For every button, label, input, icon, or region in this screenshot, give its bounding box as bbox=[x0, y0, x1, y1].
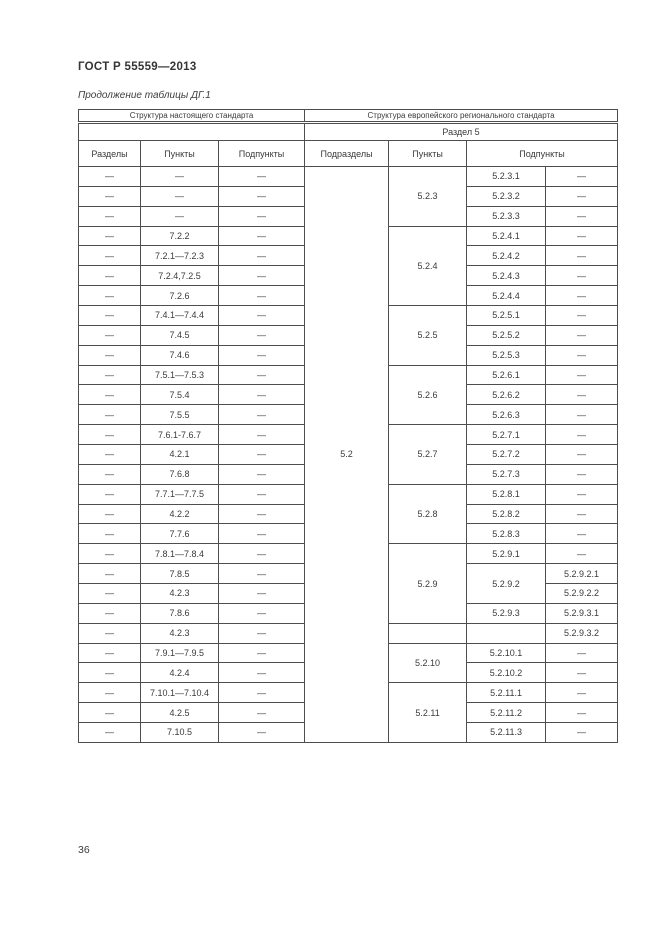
table-cell: — bbox=[79, 623, 141, 643]
table-cell: — bbox=[79, 206, 141, 226]
table-cell: 5.2.9.3 bbox=[467, 603, 546, 623]
table-cell: — bbox=[219, 226, 305, 246]
table-cell: — bbox=[79, 723, 141, 743]
table-cell: 5.2.5.1 bbox=[467, 306, 546, 326]
table-cell: — bbox=[79, 167, 141, 187]
table-cell: — bbox=[79, 405, 141, 425]
table-cell: — bbox=[219, 385, 305, 405]
table-cell: — bbox=[79, 484, 141, 504]
table-cell: — bbox=[546, 246, 618, 266]
table-cell: 5.2.7.3 bbox=[467, 464, 546, 484]
table-cell: 5.2.4 bbox=[389, 226, 467, 305]
table-cell bbox=[389, 623, 467, 643]
table-cell: 7.4.1—7.4.4 bbox=[141, 306, 219, 326]
table-cell: 5.2.11 bbox=[389, 683, 467, 743]
table-cell: — bbox=[219, 306, 305, 326]
header-row bbox=[79, 123, 618, 141]
table-cell: — bbox=[79, 643, 141, 663]
table-cell: 7.7.1—7.7.5 bbox=[141, 484, 219, 504]
table-cell: — bbox=[219, 405, 305, 425]
table-cell: 5.2.5.3 bbox=[467, 345, 546, 365]
table-cell: — bbox=[546, 663, 618, 683]
table-cell: — bbox=[79, 445, 141, 465]
table-cell: 7.7.6 bbox=[141, 524, 219, 544]
table-cell: — bbox=[546, 504, 618, 524]
table-cell: — bbox=[79, 683, 141, 703]
table-cell: — bbox=[79, 246, 141, 266]
table-cell: 5.2.9.3.1 bbox=[546, 603, 618, 623]
table-cell: 7.5.5 bbox=[141, 405, 219, 425]
table-cell: — bbox=[219, 584, 305, 604]
table-cell: 5.2.6.2 bbox=[467, 385, 546, 405]
table-cell: 7.6.1-7.6.7 bbox=[141, 425, 219, 445]
table-cell: 7.9.1—7.9.5 bbox=[141, 643, 219, 663]
table-cell: — bbox=[219, 365, 305, 385]
standard-code-title: ГОСТ Р 55559—2013 bbox=[78, 61, 197, 73]
table-cell: 5.2.11.2 bbox=[467, 703, 546, 723]
table-cell: 5.2.7.2 bbox=[467, 445, 546, 465]
table-cell: — bbox=[219, 484, 305, 504]
table-cell: 7.8.1—7.8.4 bbox=[141, 544, 219, 564]
header-cell: Подпункты bbox=[219, 141, 305, 167]
table-cell: — bbox=[219, 464, 305, 484]
table-cell: — bbox=[141, 167, 219, 187]
table-cell: 5.2.3.1 bbox=[467, 167, 546, 187]
table-cell: — bbox=[141, 186, 219, 206]
table-cell: — bbox=[546, 286, 618, 306]
table-cell: — bbox=[546, 425, 618, 445]
table-cell: 5.2.10.1 bbox=[467, 643, 546, 663]
table-cell: 5.2.6 bbox=[389, 365, 467, 425]
table-cell: — bbox=[79, 345, 141, 365]
table-cell: 4.2.3 bbox=[141, 584, 219, 604]
header-cell: Раздел 5 bbox=[305, 123, 618, 141]
table-cell: 7.10.5 bbox=[141, 723, 219, 743]
table-cell: — bbox=[79, 703, 141, 723]
table-cell: 5.2.11.3 bbox=[467, 723, 546, 743]
table-cell: — bbox=[79, 504, 141, 524]
table-cell: 5.2.4.3 bbox=[467, 266, 546, 286]
table-cell: — bbox=[219, 167, 305, 187]
table-cell bbox=[467, 623, 546, 643]
table-cell: — bbox=[546, 524, 618, 544]
table-cell: — bbox=[546, 226, 618, 246]
header-row bbox=[79, 141, 618, 167]
table-cell: 5.2 bbox=[305, 167, 389, 743]
table-cell: — bbox=[79, 564, 141, 584]
table-cell: 5.2.10 bbox=[389, 643, 467, 683]
header-row bbox=[79, 110, 618, 123]
table-cell: 5.2.9.2.1 bbox=[546, 564, 618, 584]
table-cell: 7.6.8 bbox=[141, 464, 219, 484]
table-cell: 7.2.6 bbox=[141, 286, 219, 306]
table-cell: 7.10.1—7.10.4 bbox=[141, 683, 219, 703]
table-cell: — bbox=[546, 723, 618, 743]
table-cell: 4.2.4 bbox=[141, 663, 219, 683]
table-cell: — bbox=[79, 306, 141, 326]
table-cell: 5.2.9.1 bbox=[467, 544, 546, 564]
table-cell: 7.5.4 bbox=[141, 385, 219, 405]
table-cell: 5.2.7 bbox=[389, 425, 467, 485]
table-cell: 5.2.8.1 bbox=[467, 484, 546, 504]
table-cell: — bbox=[79, 584, 141, 604]
table-cell: 7.8.5 bbox=[141, 564, 219, 584]
table-cell: — bbox=[546, 345, 618, 365]
table-cell: — bbox=[219, 703, 305, 723]
table-body bbox=[79, 167, 618, 743]
table-cell: — bbox=[219, 425, 305, 445]
table-cell: — bbox=[219, 524, 305, 544]
table-cell: — bbox=[219, 286, 305, 306]
table-cell: — bbox=[546, 206, 618, 226]
table-cell: — bbox=[546, 484, 618, 504]
table-cell: — bbox=[79, 425, 141, 445]
table-cell: 5.2.9.2 bbox=[467, 564, 546, 604]
table-cell: 7.4.5 bbox=[141, 325, 219, 345]
table-cell: — bbox=[219, 663, 305, 683]
table-row bbox=[79, 167, 618, 187]
header-cell: Разделы bbox=[79, 141, 141, 167]
table-cell: 5.2.6.1 bbox=[467, 365, 546, 385]
table-cell: — bbox=[546, 325, 618, 345]
table-cell: 5.2.9.2.2 bbox=[546, 584, 618, 604]
table-cell: 5.2.9.3.2 bbox=[546, 623, 618, 643]
table-cell: — bbox=[219, 325, 305, 345]
table-caption: Продолжение таблицы ДГ.1 bbox=[78, 90, 211, 101]
table-cell: — bbox=[79, 286, 141, 306]
table-cell: — bbox=[79, 365, 141, 385]
table-cell: 5.2.5.2 bbox=[467, 325, 546, 345]
table-cell: 7.5.1—7.5.3 bbox=[141, 365, 219, 385]
table-cell: — bbox=[546, 186, 618, 206]
table-cell: — bbox=[79, 325, 141, 345]
table-cell: — bbox=[219, 603, 305, 623]
table-cell: — bbox=[546, 464, 618, 484]
table-cell: — bbox=[219, 266, 305, 286]
table-cell: — bbox=[546, 385, 618, 405]
table-cell: — bbox=[79, 464, 141, 484]
table-cell: — bbox=[546, 703, 618, 723]
header-cell: Подпункты bbox=[467, 141, 618, 167]
table-cell: — bbox=[79, 663, 141, 683]
page-number: 36 bbox=[78, 844, 90, 856]
table-cell: — bbox=[546, 405, 618, 425]
table-cell: — bbox=[79, 186, 141, 206]
header-cell: Подразделы bbox=[305, 141, 389, 167]
table-cell: 5.2.8.2 bbox=[467, 504, 546, 524]
table-cell: — bbox=[546, 643, 618, 663]
table-cell: — bbox=[79, 603, 141, 623]
table-cell: 7.2.4,7.2.5 bbox=[141, 266, 219, 286]
table-cell: — bbox=[79, 544, 141, 564]
table-cell: 5.2.11.1 bbox=[467, 683, 546, 703]
table-cell: — bbox=[219, 186, 305, 206]
table-cell: 4.2.1 bbox=[141, 445, 219, 465]
table-cell: — bbox=[219, 544, 305, 564]
table-cell: 7.2.1—7.2.3 bbox=[141, 246, 219, 266]
table-cell: 7.8.6 bbox=[141, 603, 219, 623]
table-cell: 5.2.8.3 bbox=[467, 524, 546, 544]
table-cell: — bbox=[546, 445, 618, 465]
table-cell: 5.2.8 bbox=[389, 484, 467, 544]
table-cell: — bbox=[79, 266, 141, 286]
table-cell: 5.2.10.2 bbox=[467, 663, 546, 683]
table-cell: 5.2.6.3 bbox=[467, 405, 546, 425]
table-cell: 5.2.4.1 bbox=[467, 226, 546, 246]
table-cell: — bbox=[546, 365, 618, 385]
table-cell: 4.2.2 bbox=[141, 504, 219, 524]
table-cell: — bbox=[219, 206, 305, 226]
table-cell: — bbox=[546, 544, 618, 564]
table-cell: — bbox=[546, 167, 618, 187]
header-cell: Пункты bbox=[141, 141, 219, 167]
table-head bbox=[79, 110, 618, 167]
header-cell: Пункты bbox=[389, 141, 467, 167]
table-cell: — bbox=[546, 306, 618, 326]
table-cell: — bbox=[546, 683, 618, 703]
table-cell: 5.2.3.3 bbox=[467, 206, 546, 226]
table-cell: 5.2.9 bbox=[389, 544, 467, 623]
structure-comparison-table bbox=[78, 109, 618, 743]
table-cell: 4.2.5 bbox=[141, 703, 219, 723]
table-cell: — bbox=[79, 385, 141, 405]
table-cell: — bbox=[219, 723, 305, 743]
table-cell: — bbox=[219, 445, 305, 465]
table-cell: 5.2.3.2 bbox=[467, 186, 546, 206]
table-cell: 5.2.5 bbox=[389, 306, 467, 366]
table-cell: 5.2.4.2 bbox=[467, 246, 546, 266]
table-cell: — bbox=[79, 524, 141, 544]
table-cell: — bbox=[79, 226, 141, 246]
table-cell: 5.2.4.4 bbox=[467, 286, 546, 306]
table-cell: — bbox=[141, 206, 219, 226]
table-cell: — bbox=[546, 266, 618, 286]
table-cell: 7.2.2 bbox=[141, 226, 219, 246]
table-cell: — bbox=[219, 683, 305, 703]
header-cell: Структура европейского регионального стандарта bbox=[305, 110, 618, 123]
header-cell bbox=[79, 123, 305, 141]
table-cell: — bbox=[219, 504, 305, 524]
table-cell: — bbox=[219, 246, 305, 266]
table-cell: — bbox=[219, 345, 305, 365]
table-cell: 5.2.3 bbox=[389, 167, 467, 227]
table-cell: — bbox=[219, 623, 305, 643]
table-cell: 7.4.6 bbox=[141, 345, 219, 365]
table-cell: 5.2.7.1 bbox=[467, 425, 546, 445]
table-cell: 4.2.3 bbox=[141, 623, 219, 643]
table-cell: — bbox=[219, 643, 305, 663]
header-cell: Структура настоящего стандарта bbox=[79, 110, 305, 123]
table-cell: — bbox=[219, 564, 305, 584]
